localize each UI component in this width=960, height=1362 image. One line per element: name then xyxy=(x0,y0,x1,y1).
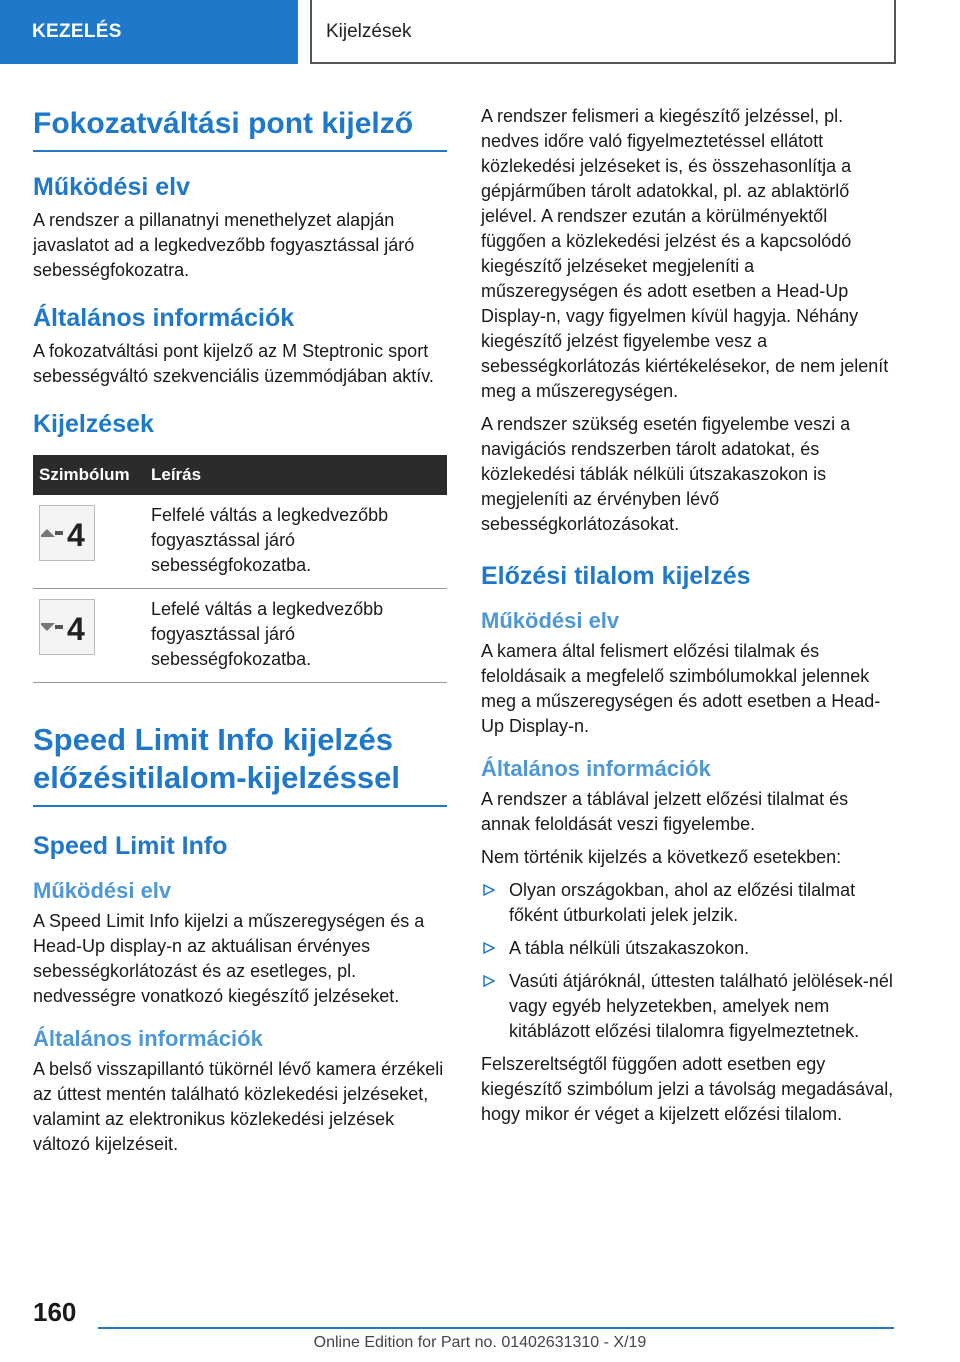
bullet-triangle-icon xyxy=(483,975,495,987)
svg-text:4: 4 xyxy=(67,611,85,645)
footer-divider xyxy=(98,1327,894,1329)
paragraph-navigation: A rendszer szükség esetén figyelembe veszi a navigációs rendszerben tárolt adatokat, és közlekedési táblák nélküli útszakaszokon is megjeleníti az érvényben lévő sebességkorlátozásokat. xyxy=(481,414,851,534)
no-display-list xyxy=(481,878,895,1044)
page-number: 160 xyxy=(33,1297,77,1327)
table-header-symbol: Szimbólum xyxy=(33,455,143,495)
table-row xyxy=(33,589,447,683)
shift-up-4-icon xyxy=(39,505,95,561)
table-header-description: Leírás xyxy=(143,455,447,495)
paragraph-sli-detail: A rendszer felismeri a kiegészítő jelzéssel, pl. nedves időre való figyelmeztetéssel ellátott közlekedési jelzéseket is, és összehasonlítja a gépjárműben tárolt adatokkal, pl. az ablaktörlő jelével. A rendszer ezután a körülményektől függően a közlekedési jelzést és a kapcsolódó kiegészítő jelzéseket megjeleníti a műszeregységen és adott esetben a Head-Up Display-n, vagy figyelmen kívül hagyja. Néhány kiegészítő jelzést figyelembe vesz a sebességkorlátozás kiértékelésekor, de nem jelenít meg a műszeregységen. xyxy=(481,106,889,401)
heading-speed-limit-subsection: Speed Limit Info xyxy=(33,832,228,860)
heading-speed-limit-info: Speed Limit Info kijelzés előzésitilalom-kijelzéssel xyxy=(33,721,447,807)
paragraph-sli-general: A belső visszapillantó tükörnél lévő kamera érzékeli az úttest mentén található közlekedési jelzéseket, valamint az elektronikus közlekedési jelzések változó kijelzéseit. xyxy=(33,1059,444,1154)
row-description: Felfelé váltás a legkedvezőbb fogyasztással járó sebességfokozatba. xyxy=(143,495,447,589)
paragraph-distance-symbol: Felszereltségtől függően adott esetben egy kiegészítő szimbólum jelzi a távolság megadásával, hogy mikor ér véget a kijelzett előzési tilalom. xyxy=(481,1054,894,1124)
paragraph-principle: A rendszer a pillanatnyi menethelyzet alapján javaslatot ad a legkedvezőbb fogyasztással járó sebességfokozatra. xyxy=(33,210,415,280)
heading-sli-general: Általános információk xyxy=(33,1026,263,1051)
left-column xyxy=(33,96,447,1165)
bullet-triangle-icon xyxy=(483,942,495,954)
heading-no-overtaking-general: Általános információk xyxy=(481,756,711,781)
bullet-triangle-icon xyxy=(483,884,495,896)
paragraph-no-display-cases: Nem történik kijelzés a következő esetekben: xyxy=(481,847,842,867)
section-tab: KEZELÉS xyxy=(0,0,298,64)
heading-displays: Kijelzések xyxy=(33,410,154,438)
paragraph-sli-principle: A Speed Limit Info kijelzi a műszeregységen és a Head-Up display-n az aktuálisan érvényes sebességkorlátozást és az esetleges, pl. nedvességre vonatkozó kiegészítő jelzéseket. xyxy=(33,911,425,1006)
heading-gear-shift-indicator: Fokozatváltási pont kijelző xyxy=(33,106,447,152)
heading-general-info: Általános információk xyxy=(33,304,295,332)
heading-no-overtaking-principle: Működési elv xyxy=(481,608,620,633)
list-item: A tábla nélküli útszakaszokon. xyxy=(481,936,895,961)
paragraph-no-overtaking-general: A rendszer a táblával jelzett előzési tilalmat és annak feloldását veszi figyelembe. xyxy=(481,789,849,834)
heading-principle: Működési elv xyxy=(33,173,190,201)
list-item: Vasúti átjáróknál, úttesten található jelölések-nél vagy egyéb helyzetekben, amelyek nem kitáblázott előzési tilalomra figyelmeztetnek. xyxy=(481,969,895,1044)
svg-text:4: 4 xyxy=(67,517,85,551)
heading-sli-principle: Működési elv xyxy=(33,878,172,903)
row-description: Lefelé váltás a legkedvezőbb fogyasztással járó sebességfokozatba. xyxy=(143,589,447,683)
paragraph-no-overtaking-principle: A kamera által felismert előzési tilalmak és feloldásaik a megfelelő szimbólumokkal jelennek meg a műszeregységen és adott esetben a Head-Up Display-n. xyxy=(481,641,881,736)
symbol-table xyxy=(33,455,447,683)
right-column xyxy=(481,104,895,1135)
page-title-tab: Kijelzések xyxy=(310,0,896,64)
paragraph-general-info: A fokozatváltási pont kijelző az M Steptronic sport sebességváltó szekvenciális üzemmódjában aktív. xyxy=(33,341,434,386)
footer-edition: Online Edition for Part no. 01402631310 - X/19 xyxy=(313,1334,647,1351)
heading-no-overtaking: Előzési tilalom kijelzés xyxy=(481,562,751,590)
list-item: Olyan országokban, ahol az előzési tilalmat főként útburkolati jelek jelzik. xyxy=(481,878,895,928)
shift-down-4-icon xyxy=(39,599,95,655)
table-row xyxy=(33,495,447,589)
